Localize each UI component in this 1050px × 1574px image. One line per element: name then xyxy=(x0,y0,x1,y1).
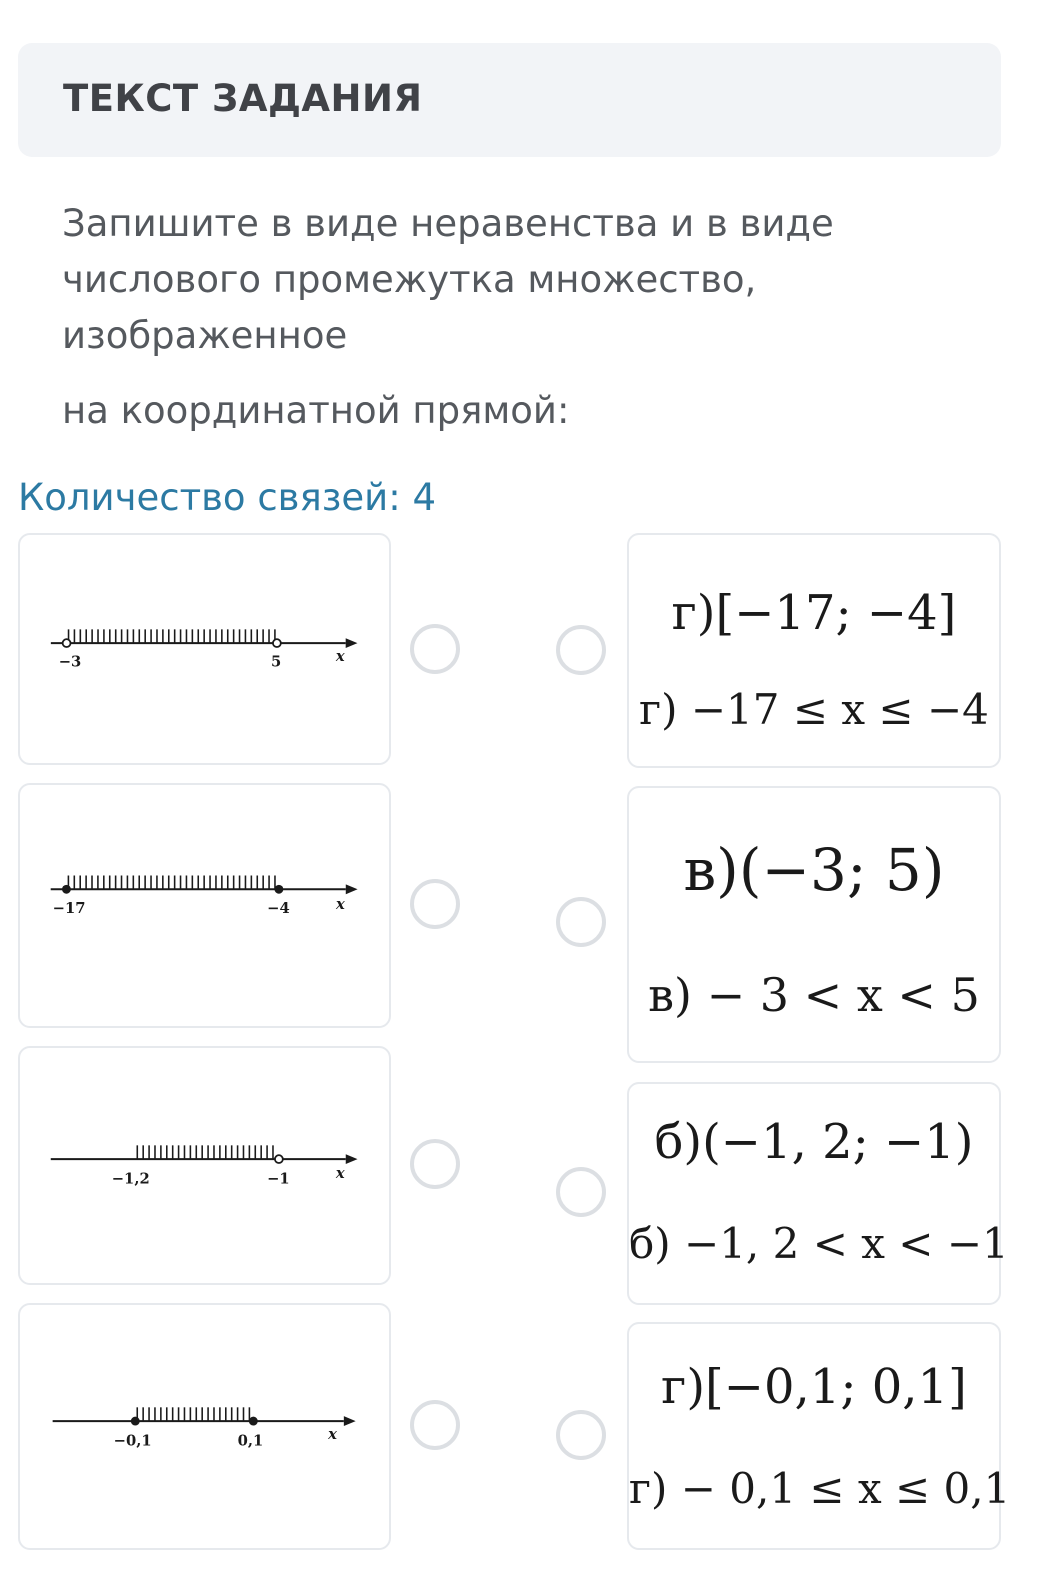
inequality-notation: б) −1, 2 < x < −1 xyxy=(629,1219,1009,1268)
left-connector-4[interactable] xyxy=(410,1400,460,1450)
right-connector-3[interactable] xyxy=(556,1167,606,1217)
tick-label-left: −0,1 xyxy=(113,1432,152,1450)
right-connector-2[interactable] xyxy=(556,897,606,947)
number-line-figure xyxy=(48,535,378,763)
tick-label-right: −1 xyxy=(267,1170,290,1188)
interval-notation: г)[−0,1; 0,1] xyxy=(661,1359,967,1415)
interval-notation: г)[−17; −4] xyxy=(671,585,957,641)
axis-label: x xyxy=(335,1164,345,1182)
axis-label: x xyxy=(335,895,345,913)
right-item-3[interactable] xyxy=(627,1082,1009,1305)
task-text: Запишите в виде неравенства и в виде числового промежутка множество, изображенное xyxy=(62,202,834,357)
right-connector-1[interactable] xyxy=(556,625,606,675)
left-item-3[interactable] xyxy=(18,1046,391,1285)
closed-endpoint-right xyxy=(274,885,283,894)
axis-arrow xyxy=(344,1416,356,1426)
left-connector-3[interactable] xyxy=(410,1139,460,1189)
header-title: ТЕКСТ ЗАДАНИЯ xyxy=(63,77,423,120)
left-item-1[interactable] xyxy=(18,533,391,765)
axis-arrow xyxy=(346,1154,358,1164)
hatching xyxy=(69,629,275,643)
open-endpoint-right xyxy=(273,639,281,647)
axis-label: x xyxy=(328,1425,337,1443)
closed-endpoint-left xyxy=(62,885,71,894)
tick-label-left: −17 xyxy=(52,899,86,917)
tick-label-right: 5 xyxy=(270,653,282,671)
left-connector-1[interactable] xyxy=(410,624,460,674)
hatching xyxy=(137,1145,273,1159)
interval-notation: в)(−3; 5) xyxy=(683,836,945,904)
closed-endpoint-left xyxy=(131,1417,140,1426)
right-item-2[interactable] xyxy=(627,786,1001,1063)
right-item-1[interactable] xyxy=(627,533,1001,768)
inequality-notation: г) −17 ≤ x ≤ −4 xyxy=(639,685,989,734)
inequality-notation: г) − 0,1 ≤ x ≤ 0,1 xyxy=(629,1464,1011,1513)
links-count: Количество связей: 4 xyxy=(18,476,436,519)
axis-arrow xyxy=(346,638,358,648)
tick-label-left: −1,2 xyxy=(111,1170,150,1188)
axis-arrow xyxy=(346,884,358,894)
hatching xyxy=(68,875,275,889)
task-header xyxy=(18,43,1001,157)
closed-endpoint-right xyxy=(249,1417,258,1426)
number-line-figure xyxy=(48,785,378,1026)
right-connector-4[interactable] xyxy=(556,1410,606,1460)
open-endpoint-right xyxy=(275,1155,283,1163)
tick-label-right: 0,1 xyxy=(237,1432,264,1450)
tick-label-right: −4 xyxy=(267,899,290,917)
number-line-figure xyxy=(48,1305,378,1548)
task-text-continued: на координатной прямой: xyxy=(62,389,570,432)
hatching xyxy=(137,1407,249,1421)
inequality-notation: в) − 3 < x < 5 xyxy=(648,968,980,1022)
tick-label-left: −3 xyxy=(58,653,82,671)
right-item-4[interactable] xyxy=(627,1322,1011,1550)
number-line-figure xyxy=(48,1048,378,1283)
open-endpoint-left xyxy=(63,639,71,647)
left-item-2[interactable] xyxy=(18,783,391,1028)
left-item-4[interactable] xyxy=(18,1303,391,1550)
interval-notation: б)(−1, 2; −1) xyxy=(654,1114,974,1170)
axis-label: x xyxy=(335,647,345,665)
left-connector-2[interactable] xyxy=(410,879,460,929)
